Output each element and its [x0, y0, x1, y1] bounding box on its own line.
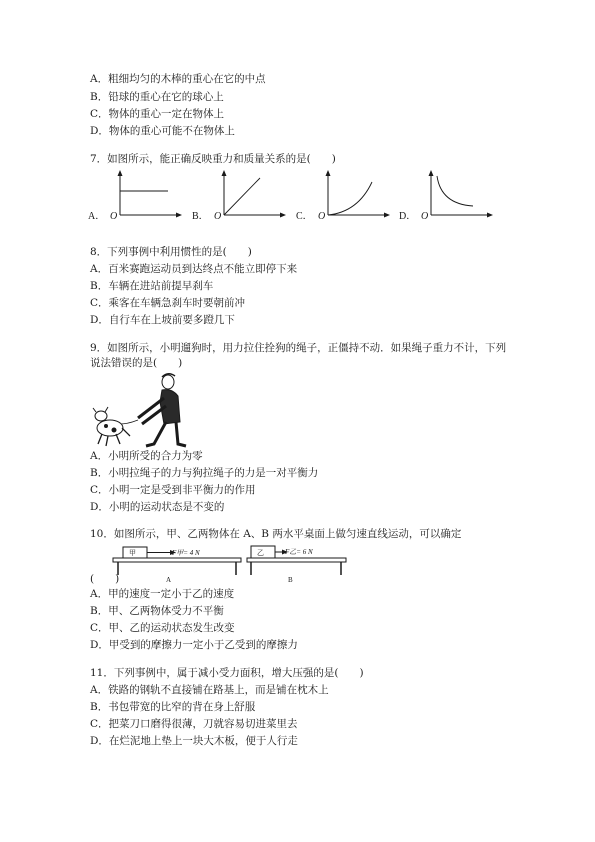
q9-stem-line1: 9．如图所示，小明遛狗时，用力拉住拴狗的绳子，正僵持不动．如果绳子重力不计，下列: [90, 342, 507, 354]
q8-option-a: A．百米赛跑运动员到达终点不能立即停下来: [90, 263, 298, 275]
q7-graph-b-curve: [224, 178, 260, 215]
q10-stem-line1: 10．如图所示，甲、乙两物体在 A、B 两水平桌面上做匀速直线运动，可以确定: [90, 528, 462, 540]
q9-option-d: D．小明的运动状态是不变的: [90, 501, 225, 513]
q7-graph-c-letter: C．: [296, 211, 313, 222]
q10-stem-line2: ( ): [90, 573, 120, 585]
q11-option-c: C．把菜刀口磨得很薄，刀就容易切进菜里去: [90, 718, 298, 730]
q9-option-c: C．小明一定是受到非平衡力的作用: [90, 484, 256, 496]
q7-graph-d-letter: D．: [399, 211, 417, 222]
q10-table-a-label: A: [166, 576, 172, 584]
q10-block-b-label: 乙: [257, 549, 264, 557]
q10-option-d: D．甲受到的摩擦力一定小于乙受到的摩擦力: [90, 639, 298, 651]
q7-graph-a-origin: O: [110, 211, 118, 222]
q10-table-b: [247, 558, 346, 562]
q10-tables-figure: [110, 541, 455, 583]
q6-option-b: B．铅球的重心在它的球心上: [90, 91, 224, 103]
q10-option-a: A．甲的速度一定小于乙的速度: [90, 588, 235, 600]
q8-option-b: B．车辆在进站前提早刹车: [90, 280, 214, 292]
q7-graph-c-curve: [328, 182, 372, 215]
q10-option-b: B．甲、乙两物体受力不平衡: [90, 605, 224, 617]
q7-graph-b-origin: O: [214, 211, 222, 222]
man-pulling-dog-illustration: [92, 370, 187, 448]
q11-option-a: A．铁路的钢轨不直接铺在路基上，而是铺在枕木上: [90, 684, 329, 696]
q7-stem: 7．如图所示，能正确反映重力和质量关系的是( ): [90, 153, 336, 165]
q7-graph-c: [296, 170, 391, 226]
q7-graph-d-curve: [437, 176, 473, 206]
q11-option-d: D．在烂泥地上垫上一块大木板，便于人行走: [90, 735, 298, 747]
q11-option-b: B．书包带宽的比窄的背在身上舒服: [90, 701, 256, 713]
q7-graph-b-letter: B．: [192, 211, 209, 222]
q10-option-c: C．甲、乙的运动状态发生改变: [90, 622, 235, 634]
q10-table-a: [113, 558, 241, 562]
q11-stem: 11．下列事例中，属于减小受力面积，增大压强的是( ): [90, 667, 364, 679]
q7-graph-d: [399, 170, 494, 226]
q10-force-a-label: F甲= 4 N: [172, 549, 200, 557]
q7-graph-b: [192, 170, 287, 226]
q10-table-b-label: B: [288, 576, 293, 584]
q7-graph-c-origin: O: [318, 211, 326, 222]
q9-option-b: B．小明拉绳子的力与狗拉绳子的力是一对平衡力: [90, 467, 319, 479]
q9-option-a: A．小明所受的合力为零: [90, 450, 203, 462]
q7-graph-a-letter: A．: [88, 211, 106, 222]
q10-force-b-label: F乙= 6 N: [285, 548, 313, 556]
q6-option-d: D．物体的重心可能不在物体上: [90, 125, 235, 137]
q9-stem-line2: 说法错误的是( ): [90, 357, 183, 369]
q8-option-c: C．乘客在车辆急刹车时要朝前冲: [90, 297, 246, 309]
q7-graph-a: [88, 170, 183, 226]
q10-block-a-label: 甲: [129, 549, 136, 557]
q6-option-c: C．物体的重心一定在物体上: [90, 108, 225, 120]
q8-stem: 8．下列事例中利用惯性的是( ): [90, 246, 252, 258]
q6-option-a: A．粗细均匀的木棒的重心在它的中点: [90, 73, 266, 85]
q7-graph-d-origin: O: [421, 211, 429, 222]
q8-option-d: D．自行车在上坡前要多蹬几下: [90, 314, 235, 326]
